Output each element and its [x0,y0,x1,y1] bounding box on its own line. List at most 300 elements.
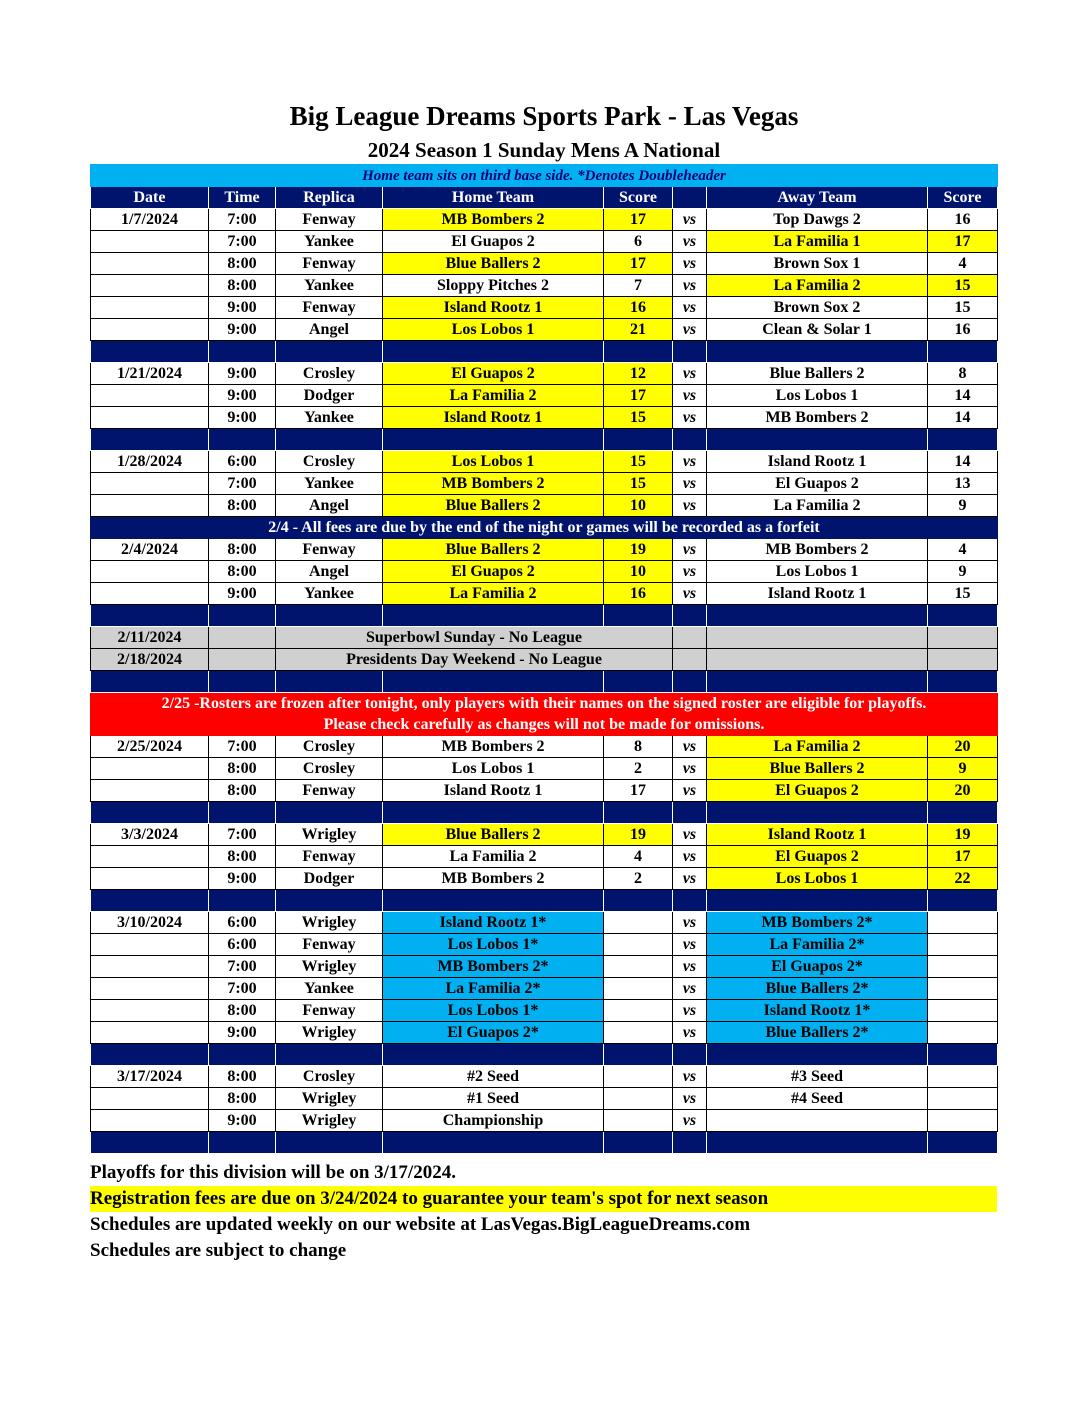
vs-label: vs [673,780,707,802]
spacer-cell [91,429,209,451]
spacer-cell [928,671,998,693]
away-score: 20 [928,736,998,758]
spacer-cell [707,671,928,693]
game-time: 6:00 [209,934,276,956]
away-score: 8 [928,363,998,385]
game-field: Angel [276,495,383,517]
header-vs [673,187,707,209]
vs-label: vs [673,934,707,956]
game-field: Wrigley [276,912,383,934]
empty-cell [209,649,276,671]
game-time: 7:00 [209,473,276,495]
game-row [91,1066,998,1088]
game-date [91,1110,209,1132]
game-time: 9:00 [209,297,276,319]
spacer-row [91,605,998,627]
away-team [707,1110,928,1132]
schedule-table [90,164,998,1154]
away-team: La Familia 2 [707,495,928,517]
home-score [604,1022,673,1044]
spacer-cell [928,1044,998,1066]
game-row [91,934,998,956]
game-time: 8:00 [209,780,276,802]
game-time: 7:00 [209,956,276,978]
empty-cell [209,627,276,649]
away-score: 15 [928,583,998,605]
spacer-cell [276,341,383,363]
game-date [91,758,209,780]
home-team: Los Lobos 1* [383,1000,604,1022]
away-team: Top Dawgs 2 [707,209,928,231]
home-team: Sloppy Pitches 2 [383,275,604,297]
game-row [91,451,998,473]
header-home-score: Score [604,187,673,209]
vs-label: vs [673,319,707,341]
spacer-cell [928,802,998,824]
spacer-cell [91,802,209,824]
away-team: Brown Sox 1 [707,253,928,275]
away-score: 20 [928,780,998,802]
game-date [91,780,209,802]
footer-disclaimer: Schedules are subject to change [90,1240,347,1261]
vs-label: vs [673,275,707,297]
spacer-cell [673,605,707,627]
spacer-cell [209,1132,276,1154]
vs-label: vs [673,824,707,846]
header-time: Time [209,187,276,209]
game-row [91,407,998,429]
spacer-cell [383,1044,604,1066]
away-team: Los Lobos 1 [707,385,928,407]
vs-label: vs [673,539,707,561]
home-team: #1 Seed [383,1088,604,1110]
game-row [91,209,998,231]
game-date: 1/21/2024 [91,363,209,385]
header-date: Date [91,187,209,209]
spacer-cell [707,341,928,363]
home-team: MB Bombers 2 [383,209,604,231]
home-score: 15 [604,407,673,429]
spacer-cell [91,341,209,363]
game-time: 7:00 [209,978,276,1000]
spacer-cell [91,1132,209,1154]
home-team: Los Lobos 1 [383,451,604,473]
game-date [91,1000,209,1022]
home-score: 4 [604,846,673,868]
spacer-cell [673,429,707,451]
spacer-row [91,341,998,363]
away-team: Los Lobos 1 [707,868,928,890]
game-field: Yankee [276,978,383,1000]
home-score [604,1088,673,1110]
game-field: Fenway [276,1000,383,1022]
game-field: Angel [276,561,383,583]
spacer-cell [673,802,707,824]
footer-registration: Registration fees are due on 3/24/2024 to guarantee your team's spot for next season [90,1186,997,1212]
away-team: Blue Ballers 2 [707,363,928,385]
game-date [91,956,209,978]
game-field: Wrigley [276,824,383,846]
game-date [91,868,209,890]
game-time: 6:00 [209,451,276,473]
game-field: Fenway [276,780,383,802]
home-team: Island Rootz 1* [383,912,604,934]
away-score [928,1022,998,1044]
game-date [91,253,209,275]
no-league-date: 2/11/2024 [91,627,209,649]
game-date [91,978,209,1000]
spacer-cell [383,605,604,627]
game-row [91,978,998,1000]
vs-label: vs [673,231,707,253]
game-date [91,846,209,868]
away-team: Los Lobos 1 [707,561,928,583]
spacer-cell [707,605,928,627]
game-time: 9:00 [209,407,276,429]
game-field: Dodger [276,868,383,890]
vs-label: vs [673,1022,707,1044]
game-date [91,407,209,429]
spacer-cell [383,671,604,693]
spacer-cell [604,605,673,627]
home-team: La Familia 2 [383,846,604,868]
game-field: Yankee [276,407,383,429]
home-score [604,956,673,978]
game-field: Crosley [276,451,383,473]
game-date: 1/7/2024 [91,209,209,231]
spacer-cell [673,341,707,363]
spacer-cell [276,802,383,824]
game-date [91,561,209,583]
game-row [91,780,998,802]
footer-playoffs: Playoffs for this division will be on 3/17/2024. [90,1162,456,1183]
home-score: 6 [604,231,673,253]
game-time: 8:00 [209,1000,276,1022]
game-date [91,583,209,605]
game-time: 9:00 [209,1110,276,1132]
game-time: 8:00 [209,275,276,297]
page-subtitle: 2024 Season 1 Sunday Mens A National [367,138,721,162]
spacer-cell [209,890,276,912]
home-score [604,978,673,1000]
spacer-cell [707,1044,928,1066]
away-score: 15 [928,275,998,297]
away-score: 14 [928,407,998,429]
no-league-date: 2/18/2024 [91,649,209,671]
fees-notice-row [91,517,998,539]
vs-label: vs [673,363,707,385]
home-score: 19 [604,539,673,561]
game-date [91,1022,209,1044]
game-field: Crosley [276,1066,383,1088]
game-date: 1/28/2024 [91,451,209,473]
home-score: 2 [604,868,673,890]
spacer-cell [276,429,383,451]
spacer-cell [91,605,209,627]
away-score [928,934,998,956]
game-date [91,934,209,956]
game-time: 9:00 [209,1022,276,1044]
vs-label: vs [673,1110,707,1132]
home-score: 7 [604,275,673,297]
away-score: 17 [928,231,998,253]
game-time: 8:00 [209,495,276,517]
home-score [604,912,673,934]
home-score: 17 [604,780,673,802]
away-score: 22 [928,868,998,890]
spacer-cell [209,429,276,451]
spacer-cell [604,802,673,824]
away-team: Clean & Solar 1 [707,319,928,341]
home-score: 12 [604,363,673,385]
home-score: 21 [604,319,673,341]
no-league-text: Presidents Day Weekend - No League [276,649,673,671]
game-row [91,846,998,868]
spacer-cell [928,1132,998,1154]
game-row [91,583,998,605]
away-team: Blue Ballers 2* [707,1022,928,1044]
spacer-cell [91,671,209,693]
roster-notice-line2: Please check carefully as changes will not be made for omissions. [323,716,765,733]
spacer-cell [209,671,276,693]
game-field: Wrigley [276,1110,383,1132]
home-score: 19 [604,824,673,846]
game-row [91,868,998,890]
spacer-row [91,429,998,451]
vs-label: vs [673,758,707,780]
home-team: La Familia 2* [383,978,604,1000]
game-row [91,275,998,297]
home-score: 17 [604,253,673,275]
game-date: 2/25/2024 [91,736,209,758]
game-field: Fenway [276,539,383,561]
vs-label: vs [673,451,707,473]
vs-label: vs [673,1088,707,1110]
footer-website: Schedules are updated weekly on our website at LasVegas.BigLeagueDreams.com [90,1214,751,1235]
vs-label: vs [673,385,707,407]
game-row [91,561,998,583]
away-score: 14 [928,385,998,407]
away-team: La Familia 2 [707,275,928,297]
away-team: Blue Ballers 2* [707,978,928,1000]
header-home-team: Home Team [383,187,604,209]
game-time: 8:00 [209,1066,276,1088]
spacer-cell [928,341,998,363]
home-score [604,1066,673,1088]
empty-cell [673,627,707,649]
game-field: Crosley [276,758,383,780]
home-score [604,934,673,956]
spacer-cell [209,605,276,627]
game-date [91,385,209,407]
game-field: Fenway [276,209,383,231]
spacer-cell [604,1044,673,1066]
away-score [928,1110,998,1132]
game-field: Fenway [276,846,383,868]
game-field: Yankee [276,473,383,495]
away-score: 14 [928,451,998,473]
game-time: 6:00 [209,912,276,934]
vs-label: vs [673,978,707,1000]
home-team: Blue Ballers 2 [383,824,604,846]
game-time: 9:00 [209,385,276,407]
away-score: 9 [928,495,998,517]
game-field: Fenway [276,934,383,956]
home-team: Blue Ballers 2 [383,495,604,517]
vs-label: vs [673,1066,707,1088]
header-away-team: Away Team [707,187,928,209]
home-team: El Guapos 2 [383,231,604,253]
away-team: MB Bombers 2 [707,407,928,429]
spacer-row [91,890,998,912]
header-row [91,187,998,209]
away-team: El Guapos 2 [707,473,928,495]
vs-label: vs [673,495,707,517]
game-time: 8:00 [209,758,276,780]
home-score: 16 [604,583,673,605]
away-team: Island Rootz 1 [707,824,928,846]
spacer-cell [673,890,707,912]
away-score: 9 [928,561,998,583]
spacer-cell [383,341,604,363]
game-row [91,1000,998,1022]
game-field: Crosley [276,736,383,758]
away-score [928,978,998,1000]
vs-label: vs [673,583,707,605]
away-score: 15 [928,297,998,319]
home-team: #2 Seed [383,1066,604,1088]
vs-label: vs [673,736,707,758]
game-time: 7:00 [209,736,276,758]
game-time: 8:00 [209,539,276,561]
away-score: 9 [928,758,998,780]
away-score: 16 [928,209,998,231]
home-team: MB Bombers 2 [383,868,604,890]
home-team: El Guapos 2* [383,1022,604,1044]
spacer-cell [276,890,383,912]
spacer-cell [604,1132,673,1154]
home-team: El Guapos 2 [383,561,604,583]
game-time: 7:00 [209,209,276,231]
away-team: Island Rootz 1 [707,451,928,473]
home-score: 17 [604,209,673,231]
spacer-cell [91,890,209,912]
away-team: El Guapos 2 [707,780,928,802]
game-date: 3/3/2024 [91,824,209,846]
spacer-cell [209,341,276,363]
game-field: Wrigley [276,1088,383,1110]
game-time: 9:00 [209,868,276,890]
away-team: El Guapos 2 [707,846,928,868]
spacer-cell [276,671,383,693]
away-score [928,912,998,934]
spacer-cell [604,341,673,363]
game-row [91,297,998,319]
game-time: 8:00 [209,1088,276,1110]
away-score [928,1066,998,1088]
home-team: Island Rootz 1 [383,780,604,802]
game-row [91,363,998,385]
empty-cell [928,649,998,671]
spacer-cell [928,605,998,627]
vs-label: vs [673,956,707,978]
game-field: Yankee [276,231,383,253]
game-time: 9:00 [209,583,276,605]
spacer-cell [928,890,998,912]
game-field: Yankee [276,583,383,605]
spacer-cell [383,429,604,451]
home-score [604,1000,673,1022]
game-row [91,319,998,341]
away-team: La Familia 2 [707,736,928,758]
spacer-row [91,671,998,693]
empty-cell [707,627,928,649]
home-score: 8 [604,736,673,758]
game-row [91,736,998,758]
home-team: Blue Ballers 2 [383,253,604,275]
away-score: 13 [928,473,998,495]
spacer-cell [673,1132,707,1154]
fees-notice: 2/4 - All fees are due by the end of the night or games will be recorded as a forfeit [91,517,998,539]
spacer-cell [604,890,673,912]
away-score [928,1088,998,1110]
home-score: 15 [604,451,673,473]
game-date [91,1088,209,1110]
game-date: 3/10/2024 [91,912,209,934]
vs-label: vs [673,846,707,868]
game-time: 8:00 [209,846,276,868]
spacer-row [91,802,998,824]
away-score: 19 [928,824,998,846]
spacer-cell [673,671,707,693]
spacer-row [91,1132,998,1154]
game-row [91,473,998,495]
roster-notice [91,693,998,736]
game-row [91,495,998,517]
no-league-row [91,627,998,649]
game-date [91,297,209,319]
note-text: Home team sits on third base side. *Denotes Doubleheader [91,165,998,187]
home-team: Los Lobos 1* [383,934,604,956]
spacer-cell [383,1132,604,1154]
home-team: La Familia 2 [383,583,604,605]
game-field: Yankee [276,275,383,297]
game-time: 7:00 [209,231,276,253]
home-team: Los Lobos 1 [383,319,604,341]
empty-cell [707,649,928,671]
away-team: #4 Seed [707,1088,928,1110]
game-date [91,275,209,297]
home-team: Blue Ballers 2 [383,539,604,561]
home-team: Championship [383,1110,604,1132]
vs-label: vs [673,561,707,583]
spacer-row [91,1044,998,1066]
home-team: La Familia 2 [383,385,604,407]
away-team: Island Rootz 1 [707,583,928,605]
away-score: 4 [928,539,998,561]
away-team: #3 Seed [707,1066,928,1088]
spacer-cell [91,1044,209,1066]
vs-label: vs [673,297,707,319]
no-league-row [91,649,998,671]
game-row [91,758,998,780]
vs-label: vs [673,473,707,495]
home-score: 15 [604,473,673,495]
away-score [928,1000,998,1022]
home-score: 2 [604,758,673,780]
game-date [91,495,209,517]
vs-label: vs [673,912,707,934]
